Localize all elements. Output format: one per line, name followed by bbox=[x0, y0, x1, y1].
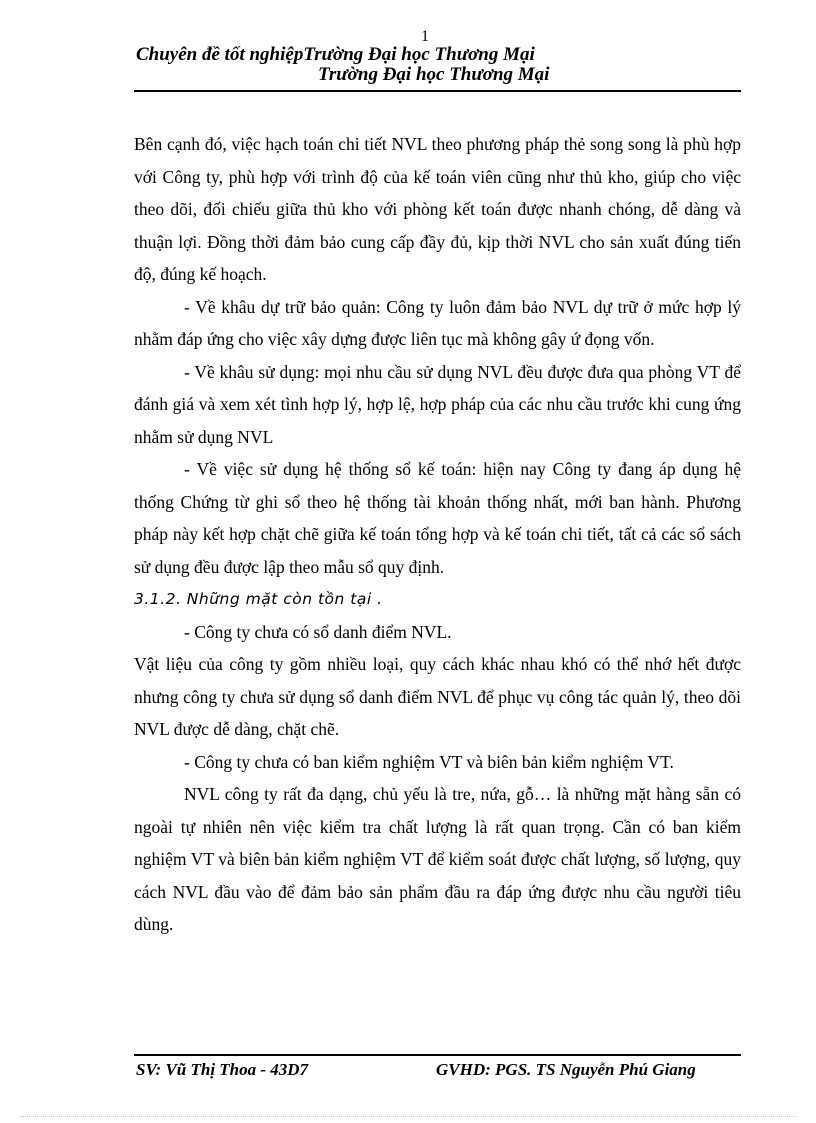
paragraph: NVL công ty rất đa dạng, chủ yếu là tre, nứa, gỗ… là những mặt hàng sẵn có ngoài tự nhiên nên việc kiểm tra chất lượng là rất quan trọng. Cần có ban kiểm nghiệm VT và biên bản kiểm nghiệm VT để kiểm soát được chất lượng, số lượng, quy cách NVL đầu vào để đảm bảo sản phẩm đầu ra đáp ứng được nhu cầu người tiêu dùng. bbox=[134, 784, 741, 934]
page-edge-divider bbox=[20, 1116, 796, 1117]
paragraph: Vật liệu của công ty gồm nhiều loại, quy cách khác nhau khó có thể nhớ hết được nhưng công ty chưa sử dụng sổ danh điểm NVL để phục vụ công tác quản lý, theo dõi NVL được dễ dàng, chặt chẽ. bbox=[134, 654, 741, 739]
footer-divider bbox=[134, 1054, 741, 1056]
paragraph: - Công ty chưa có sổ danh điểm NVL. bbox=[184, 621, 452, 642]
paragraph: - Công ty chưa có ban kiểm nghiệm VT và biên bản kiểm nghiệm VT. bbox=[184, 751, 674, 772]
page-number: 1 bbox=[421, 28, 429, 45]
document-body bbox=[134, 128, 741, 941]
header-title: Chuyên đề tốt nghiệpTrường Đại học Thương Mại bbox=[136, 44, 535, 65]
footer-student: SV: Vũ Thị Thoa - 43D7 bbox=[136, 1060, 309, 1079]
paragraph: - Về khâu dự trữ bảo quản: Công ty luôn đảm bảo NVL dự trữ ở mức hợp lý nhằm đáp ứng cho việc xây dựng được liên tục mà không gây ứ đọng vốn. bbox=[134, 296, 741, 349]
paragraph: Bên cạnh đó, việc hạch toán chi tiết NVL theo phương pháp thẻ song song là phù hợp với Công ty, phù hợp với trình độ của kế toán viên cũng như thủ kho, giúp cho việc theo dõi, đối chiếu giữa thủ kho với phòng kết toán được nhanh chóng, dễ dàng và thuận lợi. Đồng thời đảm bảo cung cấp đầy đủ, kịp thời NVL cho sản xuất đúng tiến độ, đúng kế hoạch. bbox=[134, 134, 741, 284]
footer-advisor: GVHD: PGS. TS Nguyễn Phú Giang bbox=[436, 1060, 696, 1079]
header-divider bbox=[134, 90, 741, 92]
paragraph: - Về khâu sử dụng: mọi nhu cầu sử dụng NVL đều được đưa qua phòng VT để đánh giá và xem xét tình hợp lý, hợp lệ, hợp pháp của các nhu cầu trước khi cung ứng nhằm sử dụng NVL bbox=[134, 361, 741, 447]
section-heading: 3.1.2. Những mặt còn tồn tại . bbox=[134, 590, 383, 608]
header-subtitle: Trường Đại học Thương Mại bbox=[318, 64, 550, 85]
paragraph: - Về việc sử dụng hệ thống sổ kế toán: hiện nay Công ty đang áp dụng hệ thống Chứng từ ghi sổ theo hệ thống tài khoản thống nhất, mới ban hành. Phương pháp này kết hợp chặt chẽ giữa kế toán tổng hợp và kế toán chi tiết, tất cả các sổ sách sử dụng đều được lập theo mẫu sổ quy định. bbox=[134, 459, 741, 577]
